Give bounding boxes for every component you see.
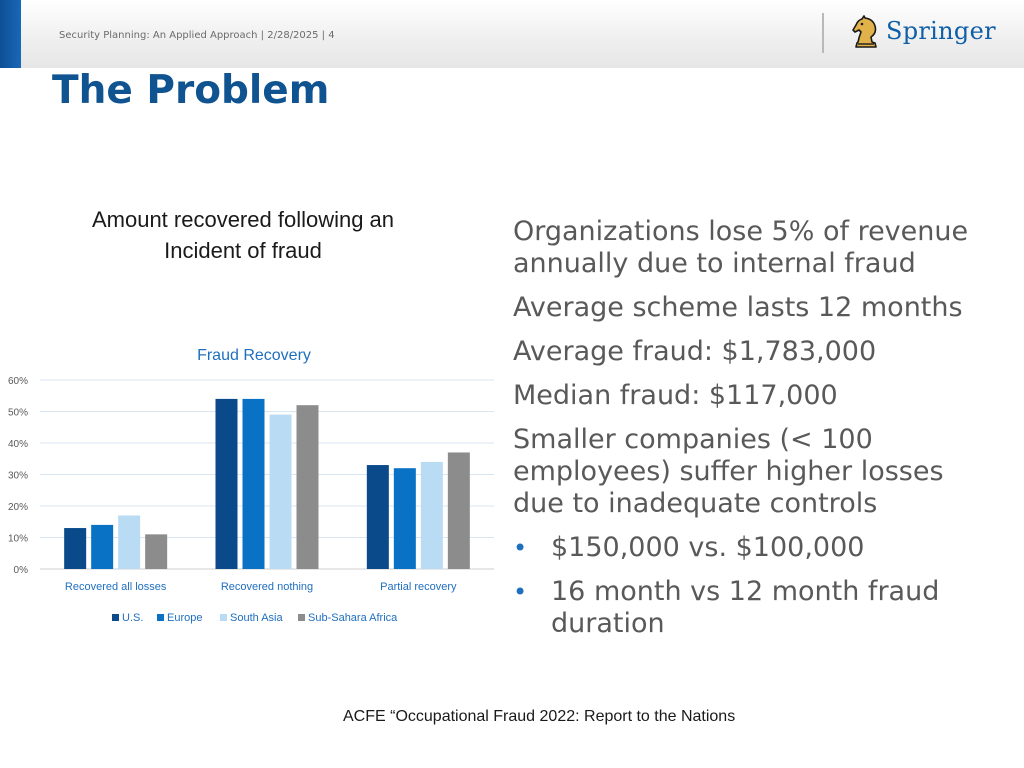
x-tick-label: Recovered all losses [64, 581, 167, 593]
bar [421, 462, 443, 569]
bullet-item [513, 532, 993, 564]
fact-average-fraud: Average fraud: $1,783,000 [513, 336, 877, 367]
bar [91, 525, 113, 569]
bullet-item [513, 576, 993, 640]
bar [297, 405, 319, 569]
bullet-dot-icon: • [513, 534, 528, 562]
bar [243, 399, 265, 569]
x-tick-label: Recovered nothing [220, 581, 314, 593]
bar [64, 528, 86, 569]
bullet-text: $150,000 vs. $100,000 [551, 532, 865, 563]
springer-logo [850, 13, 996, 53]
chart-caption-line-1: Amount recovered following an [91, 207, 395, 232]
y-tick-label: 50% [7, 407, 28, 419]
y-tick-label: 60% [7, 376, 28, 387]
legend-label: South Asia [230, 612, 283, 624]
fact-median-fraud: Median fraud: $117,000 [513, 380, 838, 411]
bullet-text: 16 month vs 12 month fraud duration [551, 576, 940, 639]
legend-swatch [112, 614, 119, 621]
bar [448, 452, 470, 569]
bar [118, 515, 140, 569]
header-accent-bar [0, 0, 21, 68]
springer-wordmark: Springer [886, 17, 996, 45]
legend-swatch [220, 614, 227, 621]
legend-swatch [298, 614, 305, 621]
legend-label: Sub-Sahara Africa [308, 612, 398, 624]
legend-label: Europe [167, 612, 203, 624]
bar [216, 399, 238, 569]
chart-caption [56, 204, 430, 266]
chart-title: Fraud Recovery [197, 347, 311, 364]
chart-caption-line-2: Incident of fraud [164, 238, 322, 263]
y-tick-label: 30% [7, 470, 28, 482]
bullet-dot-icon: • [513, 578, 528, 606]
header-caption: Security Planning: An Applied Approach | 2/28/2025 | 4 [59, 30, 335, 41]
fact-revenue-loss: Organizations lose 5% of revenue annually due to internal fraud [513, 216, 969, 279]
y-tick-label: 40% [7, 439, 28, 450]
legend-swatch [157, 614, 164, 621]
fraud-facts [513, 216, 993, 652]
knight-icon [850, 15, 882, 49]
y-tick-label: 0% [13, 565, 28, 576]
bar [270, 415, 292, 569]
bar [367, 465, 389, 569]
page-title: The Problem [52, 68, 330, 113]
x-tick-label: Partial recovery [380, 581, 457, 593]
fraud-recovery-chart [0, 334, 510, 634]
y-tick-label: 10% [7, 533, 28, 545]
bar [145, 534, 167, 569]
fact-smaller-companies: Smaller companies (< 100 employees) suffer higher losses due to inadequate controls [513, 424, 944, 519]
fact-scheme-length: Average scheme lasts 12 months [513, 292, 963, 323]
y-tick-label: 20% [7, 502, 28, 513]
header-divider [822, 13, 824, 53]
legend-label: U.S. [122, 612, 144, 624]
source-citation: ACFE “Occupational Fraud 2022: Report to the Nations [343, 708, 736, 725]
bar [394, 468, 416, 569]
